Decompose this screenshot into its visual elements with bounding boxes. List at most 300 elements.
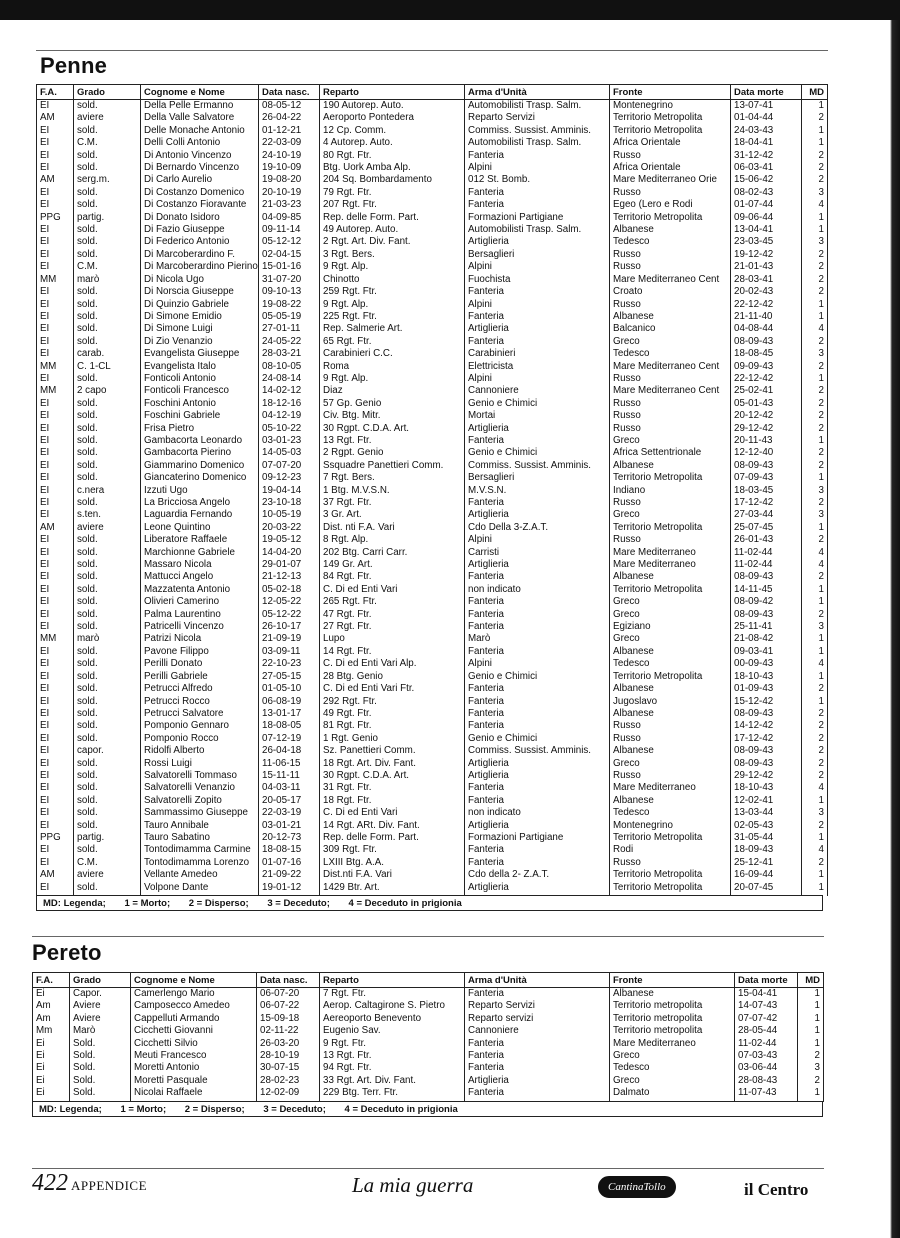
cell-birth-date: 12-02-09 xyxy=(257,1087,320,1101)
cell-md: 2 xyxy=(802,150,828,162)
cell-md: 2 xyxy=(802,398,828,410)
cell-reparto: 18 Rgt. Ftr. xyxy=(320,795,465,807)
table-row xyxy=(37,199,828,211)
cell-reparto: 1 Rgt. Genio xyxy=(320,733,465,745)
table-row xyxy=(37,224,828,236)
cell-birth-date: 08-10-05 xyxy=(259,361,320,373)
cell-death-date: 20-02-43 xyxy=(731,286,802,298)
cell-arma: Alpini xyxy=(465,261,610,273)
cell-grado: sold. xyxy=(74,820,141,832)
cell-reparto: 3 Rgt. Bers. xyxy=(320,249,465,261)
cell-birth-date: 19-08-22 xyxy=(259,299,320,311)
cell-reparto: 49 Autorep. Auto. xyxy=(320,224,465,236)
col-header-name: Cognome e Nome xyxy=(141,85,259,100)
table-row xyxy=(37,398,828,410)
cell-arma: Artiglieria xyxy=(465,559,610,571)
cell-arma: Commiss. Sussist. Amminis. xyxy=(465,460,610,472)
cell-fa: EI xyxy=(37,584,74,596)
cell-md: 1 xyxy=(802,596,828,608)
cell-fa: EI xyxy=(37,410,74,422)
cell-fronte: Russo xyxy=(610,534,731,546)
cell-md: 2 xyxy=(802,571,828,583)
table-row xyxy=(37,683,828,695)
cell-arma: non indicato xyxy=(465,807,610,819)
cell-arma: Artiglieria xyxy=(465,820,610,832)
cell-birth-date: 19-04-14 xyxy=(259,485,320,497)
table-row xyxy=(37,212,828,224)
cell-death-date: 01-07-44 xyxy=(731,199,802,211)
cell-arma: Artiglieria xyxy=(465,323,610,335)
cell-reparto: 80 Rgt. Ftr. xyxy=(320,150,465,162)
cell-reparto: 8 Rgt. Alp. xyxy=(320,534,465,546)
cell-name: Cicchetti Silvio xyxy=(131,1038,257,1050)
cell-grado: sold. xyxy=(74,758,141,770)
cell-name: Patrizi Nicola xyxy=(141,633,259,645)
cell-name: Tontodimamma Lorenzo xyxy=(141,857,259,869)
cell-fronte: Greco xyxy=(610,336,731,348)
cell-arma: Formazioni Partigiane xyxy=(465,212,610,224)
cell-fa: EI xyxy=(37,249,74,261)
table-row xyxy=(37,745,828,757)
cell-death-date: 08-09-42 xyxy=(731,596,802,608)
cell-arma: Fanteria xyxy=(465,1050,610,1062)
cell-arma: Fanteria xyxy=(465,571,610,583)
page-section-label: APPENDICE xyxy=(71,1178,148,1193)
cell-fa: EI xyxy=(37,472,74,484)
cell-name: Petrucci Salvatore xyxy=(141,708,259,720)
cell-grado: sold. xyxy=(74,621,141,633)
cell-birth-date: 22-03-09 xyxy=(259,137,320,149)
cell-md: 3 xyxy=(802,807,828,819)
table-row xyxy=(33,1000,824,1012)
cell-fa: EI xyxy=(37,795,74,807)
cell-fa: EI xyxy=(37,807,74,819)
cell-grado: carab. xyxy=(74,348,141,360)
cell-name: Giancaterino Domenico xyxy=(141,472,259,484)
cell-fronte: Greco xyxy=(610,435,731,447)
cell-death-date: 07-03-43 xyxy=(735,1050,798,1062)
cell-name: Di Quinzio Gabriele xyxy=(141,299,259,311)
col-header-fronte: Fronte xyxy=(610,973,735,988)
col-header-reparto: Reparto xyxy=(320,973,465,988)
cell-birth-date: 11-06-15 xyxy=(259,758,320,770)
table-header-row xyxy=(33,973,824,988)
cell-fa: EI xyxy=(37,708,74,720)
cell-fa: AM xyxy=(37,174,74,186)
cell-name: Marchionne Gabriele xyxy=(141,547,259,559)
cell-birth-date: 04-03-11 xyxy=(259,782,320,794)
cell-reparto: Lupo xyxy=(320,633,465,645)
cell-name: Ridolfi Alberto xyxy=(141,745,259,757)
cell-arma: Fanteria xyxy=(465,844,610,856)
cell-death-date: 18-10-43 xyxy=(731,671,802,683)
cell-fa: EI xyxy=(37,485,74,497)
table-row xyxy=(37,509,828,521)
cell-md: 1 xyxy=(802,435,828,447)
cell-arma: Carristi xyxy=(465,547,610,559)
cell-death-date: 25-11-41 xyxy=(731,621,802,633)
cell-md: 2 xyxy=(802,683,828,695)
table-row xyxy=(37,336,828,348)
cell-birth-date: 24-10-19 xyxy=(259,150,320,162)
cell-arma: Bersaglieri xyxy=(465,249,610,261)
cell-death-date: 31-05-44 xyxy=(731,832,802,844)
cell-reparto: 13 Rgt. Ftr. xyxy=(320,1050,465,1062)
cell-md: 1 xyxy=(802,671,828,683)
table-row xyxy=(37,497,828,509)
cell-md: 4 xyxy=(802,547,828,559)
cell-name: Di Bernardo Vincenzo xyxy=(141,162,259,174)
cell-fronte: Russo xyxy=(610,150,731,162)
cell-fa: EI xyxy=(37,497,74,509)
cell-fronte: Tedesco xyxy=(610,1062,735,1074)
sponsor-logo: CantinaTollo xyxy=(598,1176,676,1198)
cell-death-date: 06-03-41 xyxy=(731,162,802,174)
cell-fronte: Mare Mediterraneo Cent xyxy=(610,385,731,397)
cell-md: 2 xyxy=(802,336,828,348)
cell-death-date: 22-12-42 xyxy=(731,299,802,311)
cell-md: 2 xyxy=(802,261,828,273)
cell-birth-date: 06-07-20 xyxy=(257,988,320,1001)
cell-fronte: Albanese xyxy=(610,311,731,323)
cell-death-date: 20-12-42 xyxy=(731,410,802,422)
cell-reparto: 2 Rgt. Art. Div. Fant. xyxy=(320,236,465,248)
cell-fronte: Territorio Metropolita xyxy=(610,832,731,844)
cell-fa: EI xyxy=(37,671,74,683)
table-row xyxy=(37,162,828,174)
table-row xyxy=(33,1075,824,1087)
cell-death-date: 28-08-43 xyxy=(735,1075,798,1087)
cell-reparto: 259 Rgt. Ftr. xyxy=(320,286,465,298)
cell-grado: sold. xyxy=(74,311,141,323)
cell-birth-date: 26-10-17 xyxy=(259,621,320,633)
table-row xyxy=(37,236,828,248)
cell-reparto: LXIII Btg. A.A. xyxy=(320,857,465,869)
cell-arma: Fanteria xyxy=(465,150,610,162)
cell-arma: Commiss. Sussist. Amminis. xyxy=(465,745,610,757)
cell-grado: C.M. xyxy=(74,857,141,869)
cell-grado: sold. xyxy=(74,460,141,472)
cell-grado: Aviere xyxy=(70,1013,131,1025)
cell-birth-date: 13-01-17 xyxy=(259,708,320,720)
table-row xyxy=(37,882,828,896)
cell-name: Di Simone Luigi xyxy=(141,323,259,335)
cell-grado: sold. xyxy=(74,410,141,422)
cell-arma: Commiss. Sussist. Amminis. xyxy=(465,125,610,137)
cell-reparto: 37 Rgt. Ftr. xyxy=(320,497,465,509)
cell-birth-date: 03-01-23 xyxy=(259,435,320,447)
cell-name: Petrucci Alfredo xyxy=(141,683,259,695)
cell-fa: EI xyxy=(37,534,74,546)
cell-fronte: Greco xyxy=(610,509,731,521)
cell-fa: EI xyxy=(37,299,74,311)
cell-arma: M.V.S.N. xyxy=(465,485,610,497)
cell-md: 2 xyxy=(802,361,828,373)
cell-md: 1 xyxy=(802,696,828,708)
cell-name: Palma Laurentino xyxy=(141,609,259,621)
cell-md: 2 xyxy=(802,758,828,770)
cell-fa: EI xyxy=(37,571,74,583)
cell-grado: sold. xyxy=(74,187,141,199)
cell-death-date: 08-09-43 xyxy=(731,460,802,472)
cell-death-date: 03-06-44 xyxy=(735,1062,798,1074)
cell-death-date: 25-02-41 xyxy=(731,385,802,397)
cell-arma: Cdo Della 3-Z.A.T. xyxy=(465,522,610,534)
cell-death-date: 11-07-43 xyxy=(735,1087,798,1101)
cell-arma: Cannoniere xyxy=(465,385,610,397)
cell-death-date: 14-12-42 xyxy=(731,720,802,732)
table-row xyxy=(37,447,828,459)
cell-md: 1 xyxy=(802,882,828,896)
cell-death-date: 09-06-44 xyxy=(731,212,802,224)
cell-fa: EI xyxy=(37,745,74,757)
cell-birth-date: 05-10-22 xyxy=(259,423,320,435)
cell-fa: EI xyxy=(37,311,74,323)
cell-reparto: 3 Gr. Art. xyxy=(320,509,465,521)
cell-death-date: 27-03-44 xyxy=(731,509,802,521)
legend-pereto xyxy=(32,1101,823,1117)
cell-death-date: 08-09-43 xyxy=(731,758,802,770)
cell-reparto: 30 Rgpt. C.D.A. Art. xyxy=(320,423,465,435)
col-header-death: Data morte xyxy=(735,973,798,988)
cell-death-date: 08-09-43 xyxy=(731,708,802,720)
cell-fronte: Albanese xyxy=(610,683,731,695)
cell-grado: sold. xyxy=(74,472,141,484)
cell-arma: Fanteria xyxy=(465,720,610,732)
table-row xyxy=(37,621,828,633)
table-row xyxy=(33,988,824,1001)
cell-md: 1 xyxy=(798,1013,824,1025)
cell-md: 2 xyxy=(802,820,828,832)
cell-arma: Carabinieri xyxy=(465,348,610,360)
cell-md: 3 xyxy=(802,348,828,360)
cell-md: 1 xyxy=(802,373,828,385)
cell-name: Di Fazio Giuseppe xyxy=(141,224,259,236)
cell-arma: Artiglieria xyxy=(465,509,610,521)
cell-name: Gambacorta Pierino xyxy=(141,447,259,459)
cell-fronte: Mare Mediterraneo xyxy=(610,1038,735,1050)
cell-arma: Cannoniere xyxy=(465,1025,610,1037)
cell-grado: sold. xyxy=(74,571,141,583)
cell-fa: EI xyxy=(37,236,74,248)
cell-arma: Fanteria xyxy=(465,696,610,708)
cell-name: Della Valle Salvatore xyxy=(141,112,259,124)
cell-md: 2 xyxy=(802,497,828,509)
cell-fronte: Rodi xyxy=(610,844,731,856)
cell-grado: sold. xyxy=(74,559,141,571)
cell-md: 4 xyxy=(802,199,828,211)
cell-fa: EI xyxy=(37,137,74,149)
cell-birth-date: 02-04-15 xyxy=(259,249,320,261)
footer-rule xyxy=(32,1168,824,1169)
table-row xyxy=(37,423,828,435)
cell-death-date: 07-07-42 xyxy=(735,1013,798,1025)
table-row xyxy=(37,323,828,335)
cell-death-date: 14-07-43 xyxy=(735,1000,798,1012)
cell-fa: EI xyxy=(37,509,74,521)
cell-reparto: Roma xyxy=(320,361,465,373)
cell-arma: Formazioni Partigiane xyxy=(465,832,610,844)
cell-fronte: Territorio metropolita xyxy=(610,1000,735,1012)
cell-fa: EI xyxy=(37,844,74,856)
cell-birth-date: 21-03-23 xyxy=(259,199,320,211)
cell-md: 1 xyxy=(802,212,828,224)
cell-name: Meuti Francesco xyxy=(131,1050,257,1062)
cell-md: 4 xyxy=(802,323,828,335)
table-row xyxy=(37,112,828,124)
cell-md: 1 xyxy=(798,1025,824,1037)
cell-name: Delle Monache Antonio xyxy=(141,125,259,137)
cell-death-date: 26-01-43 xyxy=(731,534,802,546)
cell-md: 2 xyxy=(798,1050,824,1062)
cell-name: Perilli Donato xyxy=(141,658,259,670)
cell-fronte: Russo xyxy=(610,497,731,509)
cell-arma: Alpini xyxy=(465,658,610,670)
cell-fa: Ei xyxy=(33,988,70,1001)
cell-birth-date: 24-05-22 xyxy=(259,336,320,348)
table-row xyxy=(37,633,828,645)
cell-arma: Fuochista xyxy=(465,274,610,286)
cell-grado: aviere xyxy=(74,522,141,534)
cell-birth-date: 28-10-19 xyxy=(257,1050,320,1062)
cell-fronte: Montenegrino xyxy=(610,820,731,832)
cell-grado: sold. xyxy=(74,646,141,658)
cell-grado: 2 capo xyxy=(74,385,141,397)
cell-md: 1 xyxy=(802,795,828,807)
col-header-md: MD xyxy=(798,973,824,988)
cell-fronte: Territorio Metropolita xyxy=(610,671,731,683)
cell-reparto: 27 Rgt. Ftr. xyxy=(320,621,465,633)
cell-name: Foschini Gabriele xyxy=(141,410,259,422)
cell-fa: MM xyxy=(37,361,74,373)
cell-birth-date: 03-09-11 xyxy=(259,646,320,658)
cell-death-date: 13-04-41 xyxy=(731,224,802,236)
cell-fronte: Jugoslavo xyxy=(610,696,731,708)
cell-birth-date: 07-07-20 xyxy=(259,460,320,472)
cell-fronte: Territorio Metropolita xyxy=(610,869,731,881)
table-row xyxy=(37,609,828,621)
cell-fa: EI xyxy=(37,199,74,211)
legend-item-4: 4 = Deceduto in prigionia xyxy=(348,898,462,909)
cell-fronte: Albanese xyxy=(610,745,731,757)
cell-md: 1 xyxy=(798,1087,824,1101)
cell-arma: Genio e Chimici xyxy=(465,733,610,745)
cell-death-date: 15-04-41 xyxy=(735,988,798,1001)
cell-fronte: Territorio metropolita xyxy=(610,1013,735,1025)
cell-death-date: 18-10-43 xyxy=(731,782,802,794)
cell-arma: Fanteria xyxy=(465,988,610,1001)
cell-fronte: Africa Settentrionale xyxy=(610,447,731,459)
col-header-grado: Grado xyxy=(74,85,141,100)
cell-death-date: 18-08-45 xyxy=(731,348,802,360)
cell-fronte: Territorio Metropolita xyxy=(610,472,731,484)
cell-md: 1 xyxy=(802,311,828,323)
cell-birth-date: 27-01-11 xyxy=(259,323,320,335)
cell-death-date: 24-03-43 xyxy=(731,125,802,137)
cell-fa: AM xyxy=(37,869,74,881)
cell-reparto: Aerop. Caltagirone S. Pietro xyxy=(320,1000,465,1012)
cell-fa: Ei xyxy=(33,1087,70,1101)
cell-death-date: 07-09-43 xyxy=(731,472,802,484)
cell-arma: Fanteria xyxy=(465,1062,610,1074)
cell-md: 1 xyxy=(798,988,824,1001)
cell-fronte: Greco xyxy=(610,596,731,608)
cell-death-date: 08-09-43 xyxy=(731,336,802,348)
cell-reparto: 57 Gp. Genio xyxy=(320,398,465,410)
cell-birth-date: 02-11-22 xyxy=(257,1025,320,1037)
cell-arma: Artiglieria xyxy=(465,423,610,435)
cell-grado: sold. xyxy=(74,323,141,335)
cell-death-date: 25-07-45 xyxy=(731,522,802,534)
cell-fronte: Tedesco xyxy=(610,348,731,360)
cell-death-date: 28-03-41 xyxy=(731,274,802,286)
cell-fronte: Greco xyxy=(610,633,731,645)
cell-reparto: Dist.nti F.A. Vari xyxy=(320,869,465,881)
cell-birth-date: 21-12-13 xyxy=(259,571,320,583)
table-row xyxy=(37,795,828,807)
cell-arma: Elettricista xyxy=(465,361,610,373)
table-row xyxy=(37,559,828,571)
cell-birth-date: 22-10-23 xyxy=(259,658,320,670)
legend-title: MD: Legenda; xyxy=(43,898,106,909)
cell-name: Camerlengo Mario xyxy=(131,988,257,1001)
cell-death-date: 08-09-43 xyxy=(731,745,802,757)
cell-name: Moretti Antonio xyxy=(131,1062,257,1074)
cell-death-date: 04-08-44 xyxy=(731,323,802,335)
cell-arma: Artiglieria xyxy=(465,236,610,248)
section-title-pereto: Pereto xyxy=(32,940,102,965)
cell-fronte: Territorio Metropolita xyxy=(610,212,731,224)
cell-fa: AM xyxy=(37,112,74,124)
cell-grado: sold. xyxy=(74,398,141,410)
legend-item-1: 1 = Morto; xyxy=(124,898,171,909)
pereto-table xyxy=(32,972,824,1102)
cell-death-date: 12-12-40 xyxy=(731,447,802,459)
cell-death-date: 08-09-43 xyxy=(731,609,802,621)
cell-death-date: 02-05-43 xyxy=(731,820,802,832)
cell-birth-date: 31-07-20 xyxy=(259,274,320,286)
cell-fa: AM xyxy=(37,522,74,534)
cell-fa: EI xyxy=(37,336,74,348)
cell-grado: aviere xyxy=(74,869,141,881)
cell-fronte: Russo xyxy=(610,423,731,435)
cell-birth-date: 20-05-17 xyxy=(259,795,320,807)
cell-fronte: Territorio Metropolita xyxy=(610,882,731,896)
cell-md: 1 xyxy=(802,299,828,311)
cell-md: 1 xyxy=(802,137,828,149)
cell-reparto: 7 Rgt. Ftr. xyxy=(320,988,465,1001)
cell-death-date: 18-03-45 xyxy=(731,485,802,497)
cell-grado: Sold. xyxy=(70,1050,131,1062)
cell-birth-date: 20-12-73 xyxy=(259,832,320,844)
cell-arma: Fanteria xyxy=(465,497,610,509)
cell-fronte: Egiziano xyxy=(610,621,731,633)
cell-name: Petrucci Rocco xyxy=(141,696,259,708)
cell-fa: EI xyxy=(37,162,74,174)
cell-md: 2 xyxy=(802,274,828,286)
cell-fa: EI xyxy=(37,348,74,360)
table-row xyxy=(37,286,828,298)
cell-death-date: 13-07-41 xyxy=(731,100,802,113)
cell-reparto: 33 Rgt. Art. Div. Fant. xyxy=(320,1075,465,1087)
table-row xyxy=(37,534,828,546)
table-row xyxy=(37,373,828,385)
cell-death-date: 09-03-41 xyxy=(731,646,802,658)
cell-md: 1 xyxy=(798,1000,824,1012)
section-title-penne: Penne xyxy=(40,53,108,78)
cell-reparto: 1429 Btr. Art. xyxy=(320,882,465,896)
cell-md: 2 xyxy=(802,112,828,124)
